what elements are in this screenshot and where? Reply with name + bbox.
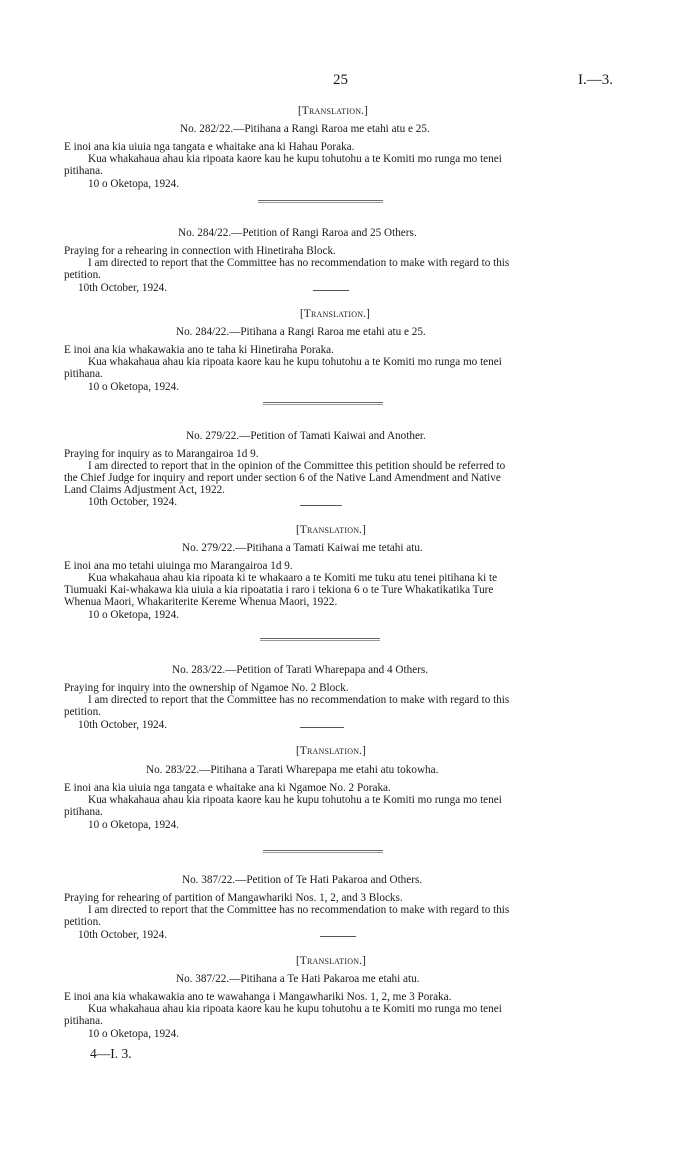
petition-heading: No. 283/22.—Pitihana a Tarati Wharepapa me etahi atu tokowha. <box>146 764 439 776</box>
section-divider <box>263 850 383 851</box>
petition-body: Tiumuaki Kai-whakawa kia uiuia a kia ripoatatia i raro i tekiona 6 o te Ture Whakatikatika Ture <box>64 584 494 596</box>
petition-heading: No. 279/22.—Petition of Tamati Kaiwai and Another. <box>186 430 426 442</box>
petition-prayer: Praying for rehearing of partition of Mangawhariki Nos. 1, 2, and 3 Blocks. <box>64 892 403 904</box>
petition-heading: No. 387/22.—Pitihana a Te Hati Pakaroa me etahi atu. <box>176 973 420 985</box>
petition-prayer: E inoi ana kia whakawakia ano te taha ki Hinetiraha Poraka. <box>64 344 334 356</box>
translation-label: [Translation.] <box>300 308 371 320</box>
translation-label: [Translation.] <box>296 524 367 536</box>
petition-date: 10th October, 1924. <box>78 929 168 941</box>
petition-date: 10 o Oketopa, 1924. <box>88 1028 180 1040</box>
petition-date: 10 o Oketopa, 1924. <box>88 381 180 393</box>
petition-date: 10 o Oketopa, 1924. <box>88 609 180 621</box>
petition-body: Kua whakahaua ahau kia ripoata kaore kau he kupu tohutohu a te Komiti mo runga mo tenei <box>88 1003 502 1015</box>
petition-body: petition. <box>64 269 101 281</box>
petition-body: Kua whakahaua ahau kia ripoata kaore kau he kupu tohutohu a te Komiti mo runga mo tenei <box>88 794 502 806</box>
petition-date: 10th October, 1924. <box>88 496 178 508</box>
section-divider <box>260 638 380 639</box>
petition-prayer: Praying for inquiry into the ownership of Ngamoe No. 2 Block. <box>64 682 349 694</box>
paper-reference: I.—3. <box>578 72 613 88</box>
petition-body: pitihana. <box>64 1015 103 1027</box>
petition-prayer: E inoi ana kia uiuia nga tangata e whaitake ana ki Ngamoe No. 2 Poraka. <box>64 782 391 794</box>
petition-prayer: Praying for a rehearing in connection with Hinetiraha Block. <box>64 245 336 257</box>
signature-mark: 4—I. 3. <box>90 1046 132 1061</box>
short-rule <box>300 727 344 728</box>
translation-label: [Translation.] <box>298 105 369 117</box>
petition-body: I am directed to report that in the opinion of the Committee this petition should be referred to <box>88 460 506 472</box>
petition-date: 10 o Oketopa, 1924. <box>88 819 180 831</box>
petition-body: pitihana. <box>64 806 103 818</box>
petition-date: 10 o Oketopa, 1924. <box>88 178 180 190</box>
petition-body: pitihana. <box>64 368 103 380</box>
petition-heading: No. 282/22.—Pitihana a Rangi Raroa me etahi atu e 25. <box>180 123 430 135</box>
petition-heading: No. 387/22.—Petition of Te Hati Pakaroa and Others. <box>182 874 423 886</box>
petition-body: I am directed to report that the Committee has no recommendation to make with regard to this <box>88 257 510 269</box>
petition-heading: No. 284/22.—Petition of Rangi Raroa and 25 Others. <box>178 227 417 239</box>
petition-body: petition. <box>64 916 101 928</box>
petition-body: Kua whakahaua ahau kia ripoata kaore kau he kupu tohutohu a te Komiti mo runga mo tenei <box>88 153 502 165</box>
petition-date: 10th October, 1924. <box>78 282 168 294</box>
petition-prayer: Praying for inquiry as to Marangairoa 1d 9. <box>64 448 259 460</box>
translation-label: [Translation.] <box>296 955 367 967</box>
petition-prayer: E inoi ana kia whakawakia ano te wawahanga i Mangawhariki Nos. 1, 2, me 3 Poraka. <box>64 991 452 1003</box>
petition-heading: No. 279/22.—Pitihana a Tamati Kaiwai me tetahi atu. <box>182 542 423 554</box>
petition-heading: No. 284/22.—Pitihana a Rangi Raroa me etahi atu e 25. <box>176 326 426 338</box>
section-divider <box>263 402 383 403</box>
petition-body: Kua whakahaua ahau kia ripoata kaore kau he kupu tohutohu a te Komiti mo runga mo tenei <box>88 356 502 368</box>
petition-prayer: E inoi ana kia uiuia nga tangata e whaitake ana ki Hahau Poraka. <box>64 141 355 153</box>
petition-heading: No. 283/22.—Petition of Tarati Wharepapa and 4 Others. <box>172 664 429 676</box>
petition-body: Land Claims Adjustment Act, 1922. <box>64 484 225 496</box>
section-divider <box>258 200 383 201</box>
petition-body: Kua whakahaua ahau kia ripoata ki te whakaaro a te Komiti me tuku atu tenei pitihana ki te <box>88 572 498 584</box>
petition-body: Whenua Maori, Whakariterite Kereme Whenua Maori, 1922. <box>64 596 338 608</box>
short-rule <box>320 936 356 937</box>
petition-body: I am directed to report that the Committee has no recommendation to make with regard to this <box>88 694 510 706</box>
page-number: 25 <box>333 72 348 88</box>
page-header <box>0 74 700 94</box>
petition-prayer: E inoi ana mo tetahi uiuinga mo Marangairoa 1d 9. <box>64 560 293 572</box>
petition-body: I am directed to report that the Committee has no recommendation to make with regard to this <box>88 904 510 916</box>
petition-body: petition. <box>64 706 101 718</box>
petition-date: 10th October, 1924. <box>78 719 168 731</box>
translation-label: [Translation.] <box>296 745 367 757</box>
short-rule <box>300 505 342 506</box>
petition-body: the Chief Judge for inquiry and report under section 6 of the Native Land Amendment and Native <box>64 472 501 484</box>
petition-body: pitihana. <box>64 165 103 177</box>
short-rule <box>313 290 349 291</box>
